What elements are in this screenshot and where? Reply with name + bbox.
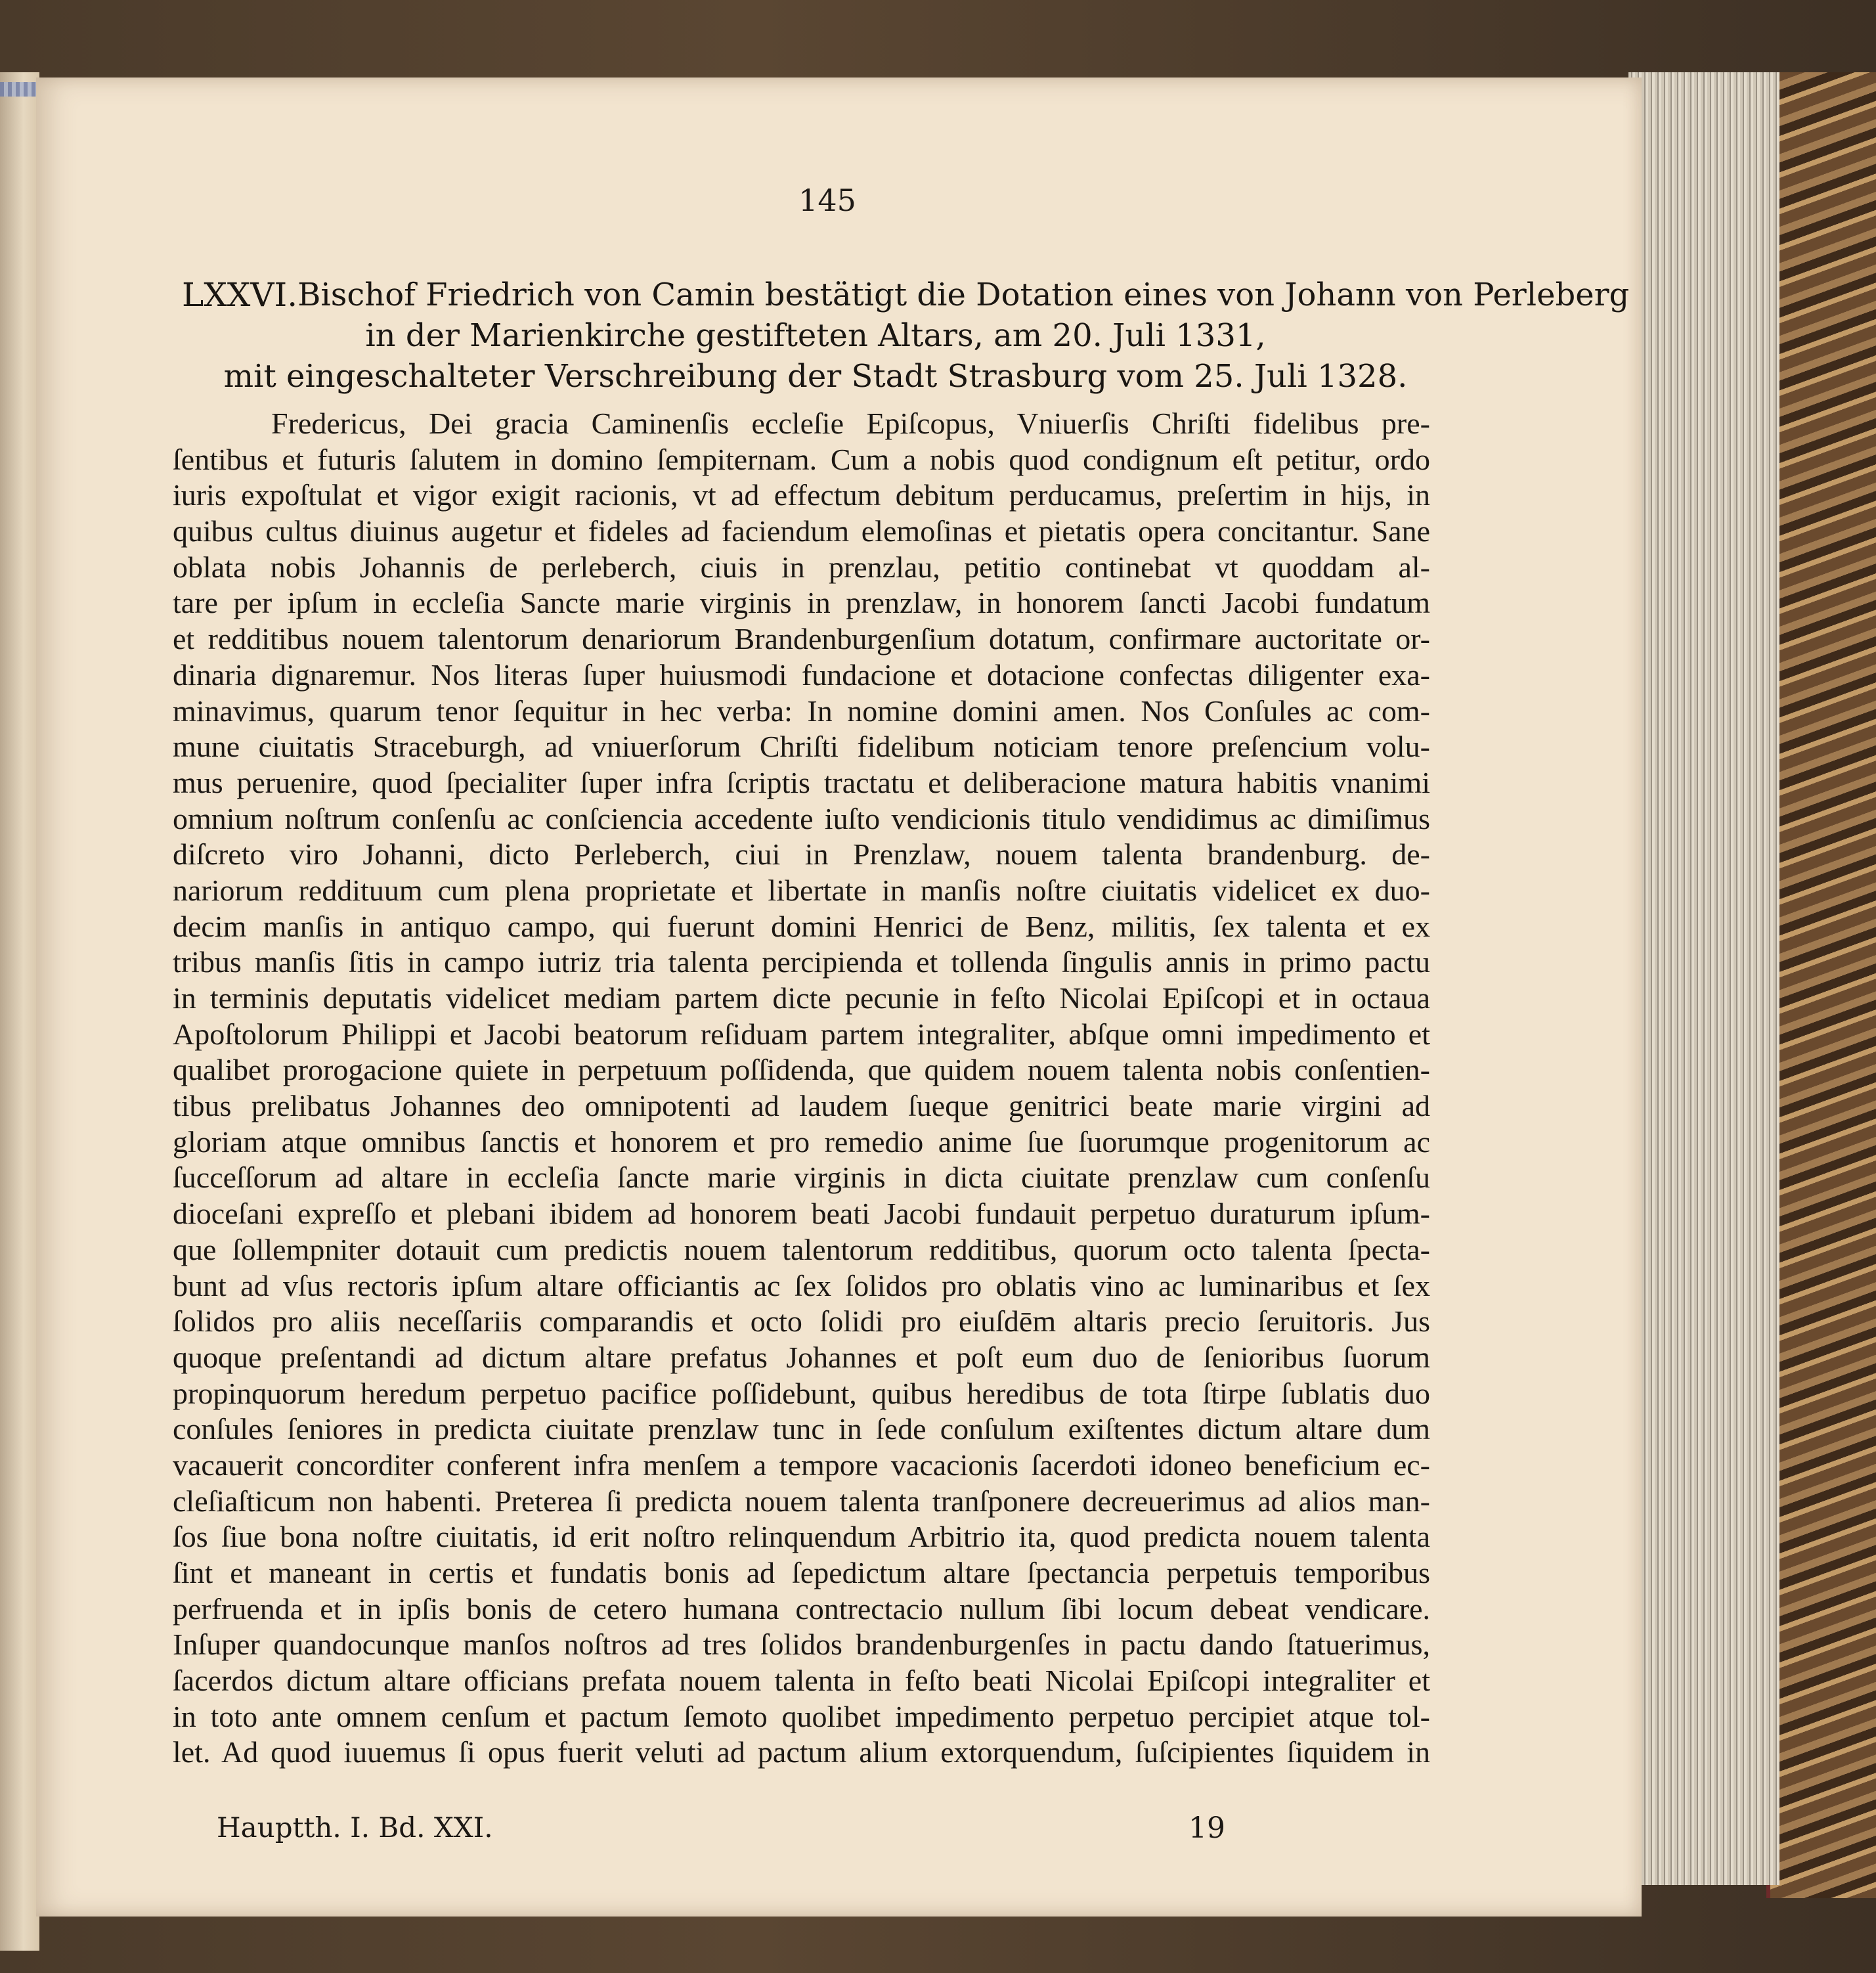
- body-line: in terminis deputatis videlicet mediam partem dicte pecunie in feſto Nicolai Epiſcopi et in octaua: [173, 981, 1430, 1015]
- body-line: quoque preſentandi ad dictum altare prefatus Johannes et poſt eum duo de ſenioribus ſuorum: [173, 1340, 1430, 1374]
- body-line: tare per ipſum in eccleſia Sancte marie virginis in prenzlaw, in honorem ſancti Jacobi fundatum: [173, 586, 1430, 620]
- body-line: vacauerit concorditer conferent infra menſem a tempore vacacionis ſacerdoti idoneo beneficium ec-: [173, 1448, 1430, 1482]
- body-line: propinquorum heredum perpetuo pacifice poſſidebunt, quibus heredibus de tota ſtirpe ſublatis duo: [173, 1376, 1430, 1410]
- body-line: oblata nobis Johannis de perleberch, ciuis in prenzlau, petitio continebat vt quoddam al-: [173, 550, 1430, 584]
- body-line: Inſuper quandocunque manſos noſtros ad tres ſolidos brandenburgenſes in pactu dando ſtatuerimus,: [173, 1628, 1430, 1662]
- left-page-edge: [0, 72, 39, 1951]
- body-line: et redditibus nouem talentorum denariorum Brandenburgenſium dotatum, confirmare auctoritate or-: [173, 622, 1430, 656]
- heading-title-line-3: mit eingeschalteter Verschreibung der Stadt Strasburg vom 25. Juli 1328.: [223, 358, 1408, 395]
- body-line: que ſollempniter dotauit cum predictis nouem talentorum redditibus, quorum octo talenta ſpecta-: [173, 1232, 1430, 1266]
- body-line: bunt ad vſus rectoris ipſum altare officiantis ac ſex ſolidos pro oblatis vino ac luminaribus et ſex: [173, 1268, 1430, 1302]
- body-line: minavimus, quarum tenor ſequitur in hec verba: In nomine domini amen. Nos Conſules ac com-: [173, 694, 1430, 728]
- body-line: nariorum reddituum cum plena proprietate et libertate in manſis noſtre ciuitatis videlicet ex duo-: [173, 873, 1430, 907]
- body-line: decim manſis in antiquo campo, qui fuerunt domini Henrici de Benz, militis, ſex talenta et ex: [173, 909, 1430, 943]
- body-line: Fredericus, Dei gracia Caminenſis eccleſie Epiſcopus, Vniuerſis Chriſti fidelibus pre-: [271, 407, 1430, 440]
- body-line: cleſiaſticum non habenti. Preterea ſi predicta nouem talenta tranſponere decreuerimus ad alios man-: [173, 1484, 1430, 1518]
- page-stack-edge: [1628, 72, 1779, 1885]
- document-heading: [182, 275, 1630, 397]
- footer-signature-mark: 19: [1189, 1811, 1225, 1845]
- body-line: in toto ante omnem cenſum et pactum ſemoto quolibet impedimento perpetuo percipiet atque tol-: [173, 1699, 1430, 1733]
- body-line: ſentibus et futuris ſalutem in domino ſempiternam. Cum a nobis quod condignum eſt petitur, ordo: [173, 442, 1430, 476]
- body-line: dioceſani expreſſo et plebani ibidem ad honorem beati Jacobi fundauit perpetuo duraturum ipſum-: [173, 1197, 1430, 1231]
- page-number: 145: [798, 183, 856, 218]
- body-line: gloriam atque omnibus ſanctis et honorem et pro remedio anime ſue ſuorumque progenitorum ac: [173, 1124, 1430, 1159]
- document-body: [173, 406, 1430, 1771]
- heading-title-line-2: in der Marienkirche gestifteten Altars, am 20. Juli 1331,: [365, 317, 1266, 354]
- body-line: diſcreto viro Johanni, dicto Perleberch, ciui in Prenzlaw, nouem talenta brandenburg. de-: [173, 837, 1430, 872]
- body-line: dinaria dignaremur. Nos literas ſuper huiusmodi fundacione et dotacione confectas diligenter exa-: [173, 657, 1430, 692]
- body-line: Apoſtolorum Philippi et Jacobi beatorum reſiduam partem integraliter, abſque omni impedimento et: [173, 1017, 1430, 1051]
- heading-title-line-1: Bischof Friedrich von Camin bestätigt die Dotation eines von Johann von Perleberg: [297, 277, 1630, 313]
- body-line: qualibet prorogacione quiete in perpetuum poſſidenda, que quidem nouem talenta nobis conſentien-: [173, 1053, 1430, 1087]
- body-line: mus peruenire, quod ſpecialiter ſuper infra ſcriptis tractatu et deliberacione matura habitis vnanimi: [173, 765, 1430, 799]
- body-line: omnium noſtrum conſenſu ac conſciencia accedente iuſto vendicionis titulo vendidimus ac dimiſimus: [173, 801, 1430, 835]
- body-line: quibus cultus diuinus augetur et fideles ad faciendum elemoſinas et pietatis opera concitantur. Sane: [173, 514, 1430, 548]
- body-line: iuris expoſtulat et vigor exigit racionis, vt ad effectum debitum perducamus, preſertim in hijs, in: [173, 478, 1430, 512]
- body-line: perfruenda et in ipſis bonis de cetero humana contrectacio nullum ſibi locum debeat vendicare.: [173, 1591, 1430, 1626]
- body-line: ſolidos pro aliis neceſſariis comparandis et octo ſolidi pro eiuſdēm altaris precio ſeruitoris. Jus: [173, 1304, 1430, 1339]
- heading-line-1: [182, 275, 1630, 315]
- body-line: tribus manſis ſitis in campo iutriz tria talenta percipienda et tollenda ſingulis annis in primo pactu: [173, 945, 1430, 979]
- document-number: LXXVI.: [182, 276, 298, 314]
- marbled-cover: [1766, 72, 1876, 1898]
- book-page: [36, 78, 1642, 1917]
- footer-volume-reference: Hauptth. I. Bd. XXI.: [217, 1811, 493, 1844]
- body-line: conſules ſeniores in predicta ciuitate prenzlaw tunc in ſede conſulum exiſtentes dictum altare dum: [173, 1412, 1430, 1446]
- body-line: ſucceſſorum ad altare in eccleſia ſancte marie virginis in dicta ciuitate prenzlaw cum conſenſu: [173, 1161, 1430, 1195]
- body-line: ſos ſiue bona noſtre ciuitatis, id erit noſtro relinquendum Arbitrio ita, quod predicta nouem talenta: [173, 1520, 1430, 1554]
- body-line: ſacerdos dictum altare officians prefata nouem talenta in feſto beati Nicolai Epiſcopi integraliter et: [173, 1664, 1430, 1698]
- body-line: tibus prelibatus Johannes deo omnipotenti ad laudem ſueque genitrici beate marie virgini ad: [173, 1089, 1430, 1123]
- body-line: ſint et maneant in certis et fundatis bonis ad ſepedictum altare ſpectancia perpetuis temporibus: [173, 1556, 1430, 1589]
- body-line: let. Ad quod iuuemus ſi opus fuerit veluti ad pactum alium extorquendum, ſuſcipientes ſiquidem in: [173, 1735, 1430, 1769]
- body-line: mune ciuitatis Straceburgh, ad vniuerſorum Chriſti fidelibum noticiam tenore preſencium volu-: [173, 730, 1430, 764]
